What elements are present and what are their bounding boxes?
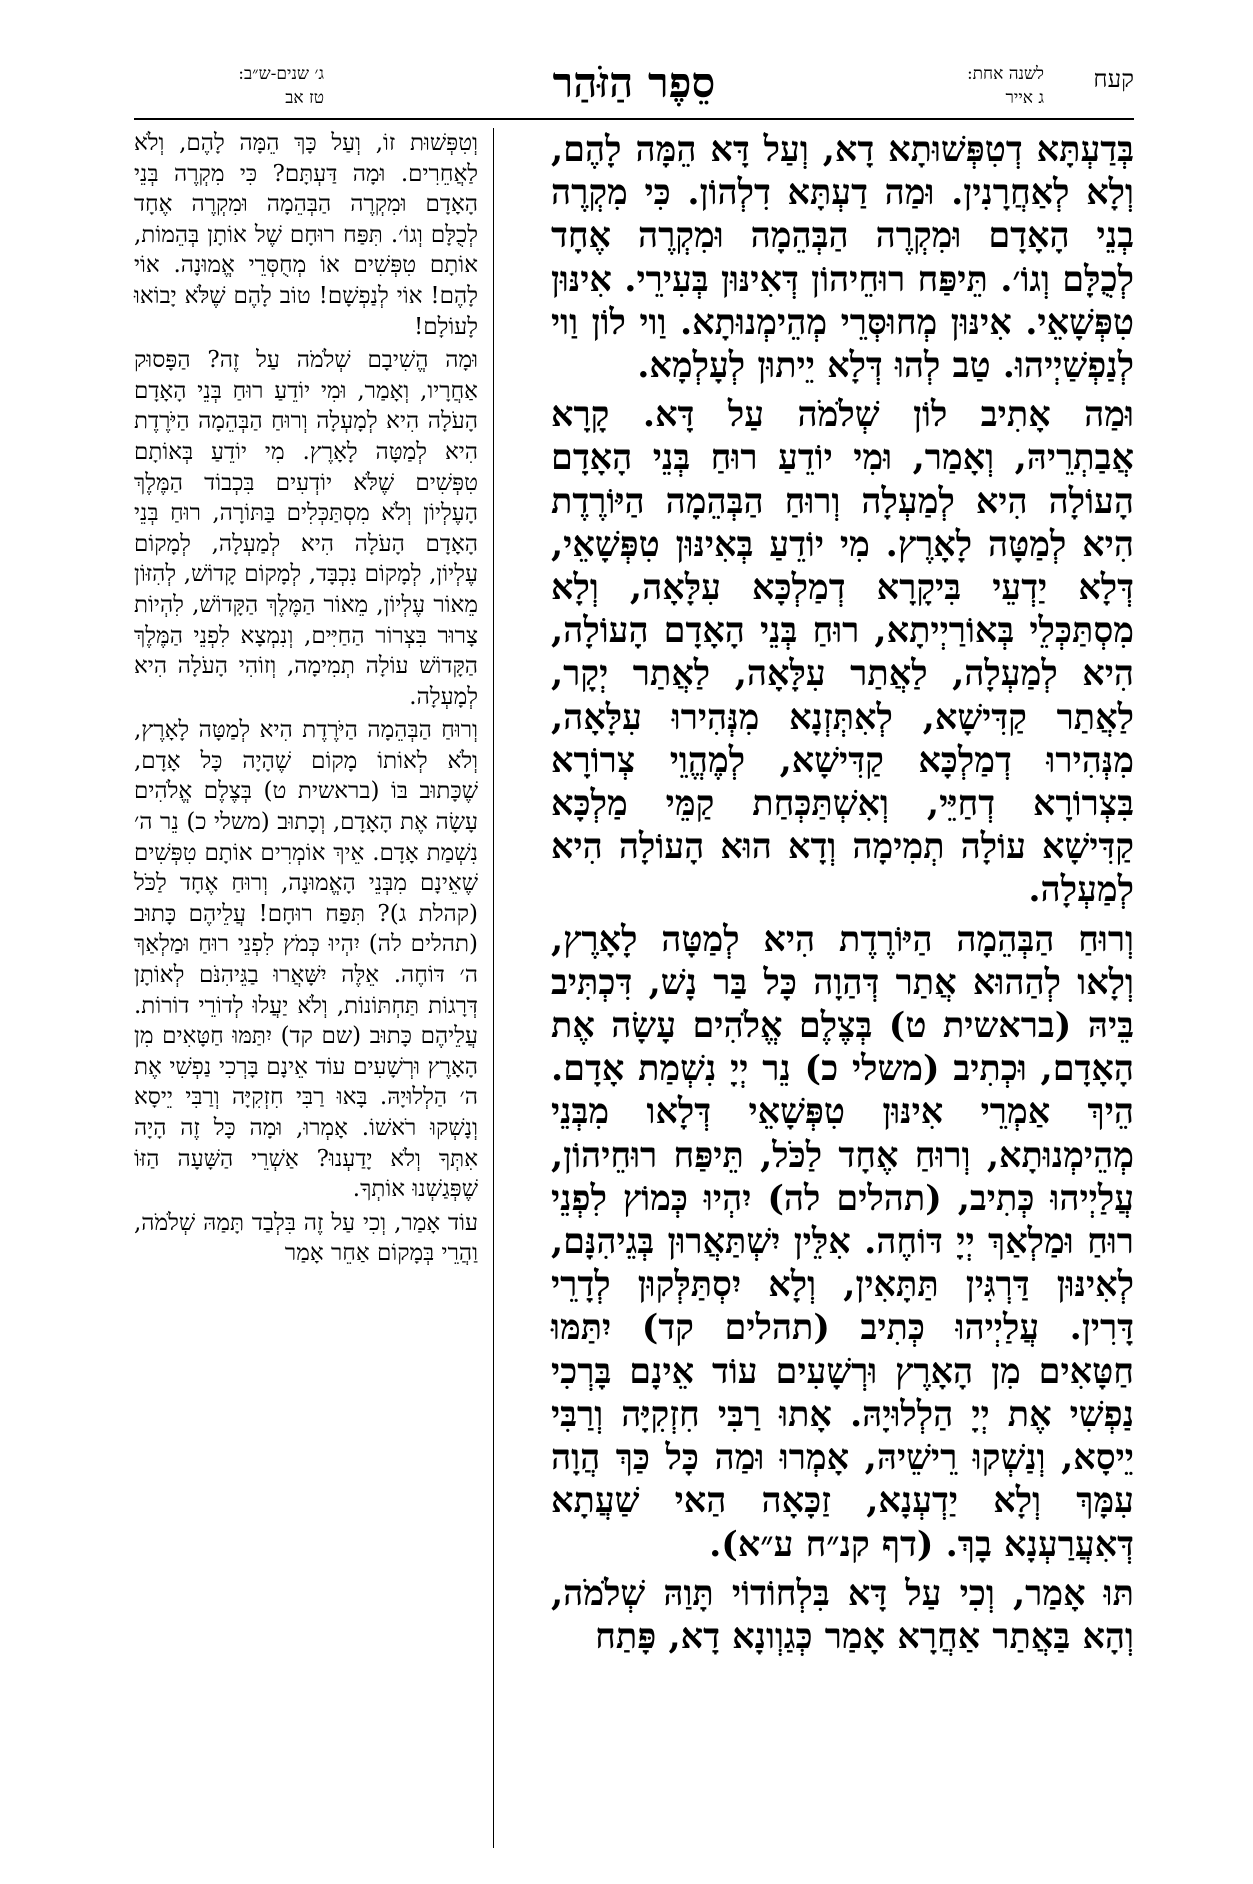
schedule-one-year [967,62,1044,110]
aramaic-paragraph: בְּדַעְתָּא דְטִפְּשׁוּתָא דָא, וְעַל דָּא הֵמָּה לָהֶם, וְלָא לְאַחֲרָנִין. וּמַה דַעְתָּא דִלְהוֹן. כִּי מִקְרֶה בְנֵי הָאָדָם וּמִקְרֶה הַבְּהֵמָה וּמִקְרֶה אֶחָד לְכֻלָּם וְגוֹ׳. תֵּיפַּח רוּחֵיהוֹן דְּאִינּוּן בְּעִירֵי. אִינּוּן טִפְּשָׁאֵי. אִינּוּן מְחוּסְּרֵי מְהֵימְנוּתָא. וַוי לוֹן וַוי לְנַפְשַׁיְיהוּ. טַב לְהוּ דְּלָא יֵיתוּן לְעָלְמָא. [551,129,1134,387]
aramaic-paragraph: תּוּ אָמַר, וְכִי עַל דָּא בִּלְחוֹדוֹי תָּוַהּ שְׁלֹמֹה, וְהָא בַּאֲתַר אַחֲרָא אָמַר כְּגַוְונָא דָא, פָּתַח [551,1572,1134,1657]
schedule-one-year-date: ג אייר [1005,88,1044,108]
hebrew-paragraph: וּמָה הֱשִׁיבָם שְׁלֹמֹה עַל זֶה? הַפָּסוּק אַחֲרָיו, וְאָמַר, וּמִי יוֹדֵעַ רוּחַ בְּנֵי הָאָדָם הָעֹלָה הִיא לְמָעְלָה וְרוּחַ הַבְּהֵמָה הַיֹּרֶדֶת הִיא לְמַטָּה לָאָרֶץ. מִי יוֹדֵעַ בְּאוֹתָם טִפְּשִׁים שֶׁלֹּא יוֹדְעִים בִּכְבוֹד הַמֶּלֶךְ הָעֶלְיוֹן וְלֹא מִסְתַּכְּלִים בַּתּוֹרָה, רוּחַ בְּנֵי הָאָדָם הָעֹלָה הִיא לְמַעְלָה, לְמָקוֹם עֶלְיוֹן, לְמָקוֹם נִכְבָּד, לְמָקוֹם קָדוֹשׁ, לְהִזּוֹן מֵאוֹר עֶלְיוֹן, מֵאוֹר הַמֶּלֶךְ הַקָּדוֹשׁ, לִהְיוֹת צָרוּר בִּצְרוֹר הַחַיִּים, וְנִמְצָא לִפְנֵי הַמֶּלֶךְ הַקָּדוֹשׁ עוֹלָה תְמִימָה, וְזוֹהִי הָעֹלָה הִיא לְמָעְלָה. [134,347,478,710]
hebrew-paragraph: וְטִפְּשׁוּת זוֹ, וְעַל כָּךְ הֵמָּה לָהֶם, וְלֹא לַאֲחֵרִים. וּמָה דַּעְתָּם? כִּי מִקְרֶה בְּנֵי הָאָדָם וּמִקְרֶה הַבְּהֵמָה וּמִקְרֶה אֶחָד לְכֻלָּם וְגוֹ׳. תִּפַּח רוּחָם שֶׁל אוֹתָן בְּהֵמוֹת, אוֹתָם טִפְּשִׁים אוֹ מְחֻסְּרֵי אֱמוּנָה. אוֹי לָהֶם! אוֹי לְנַפְשָׁם! טוֹב לָהֶם שֶׁלֹּא יָבוֹאוּ לָעוֹלָם! [134,130,478,340]
schedule-three-years-label: ג׳ שנים-ש״ב: [238,64,324,84]
book-title: סֵפֶר הַזֹּהַר [552,58,716,107]
aramaic-paragraph: וּמַה אָתִיב לוֹן שְׁלֹמֹה עַל דָּא. קָרָא אֲבַתְרֵיהּ, וְאָמַר, וּמִי יוֹדֵעַ רוּחַ בְּנֵי הָאָדָם הָעוֹלָה הִיא לְמַעְלָה וְרוּחַ הַבְּהֵמָה הַיּוֹרֶדֶת הִיא לְמַטָּה לָאָרֶץ. מִי יוֹדֵעַ בְּאִינּוּן טִפְּשָׁאֵי, דְּלָא יַדְעֵי בִּיקָרָא דְמַלְכָּא עִלָּאָה, וְלָא מִסְתַּכְּלֵי בְּאוֹרַיְיתָא, רוּחַ בְּנֵי הָאָדָם הָעוֹלָה, הִיא לְמַעְלָה, לַאֲתַר עִלָּאָה, לַאֲתַר יְקָר, לַאֲתַר קַדִּישָׁא, לְאִתְּזְנָא מִנְּהִירוּ עִלָּאָה, מִנְּהִירוּ דְמַלְכָּא קַדִּישָׁא, לְמֶהֱוֵי צְרוֹרָא בִּצְרוֹרָא דְחַיֵּי, וְאִשְׁתַּכְּחַת קַמֵּי מַלְכָּא קַדִּישָׁא עוֹלָה תְמִימָה וְדָא הוּא הָעוֹלָה הִיא לְמַעְלָה. [551,394,1134,911]
hebrew-paragraph: עוֹד אָמַר, וְכִי עַל זֶה בִּלְבַד תָּמַהּ שְׁלֹמֹה, וַהֲרֵי בְּמָקוֹם אַחֵר אָמַר [134,1209,478,1267]
aramaic-paragraph: וְרוּחַ הַבְּהֵמָה הַיּוֹרֶדֶת הִיא לְמַטָּה לָאָרֶץ, וְלָאו לְהַהוּא אֲתַר דְּהַוָה כָּל בַּר נָשׁ, דִּכְתִּיב בֵּיהּ (בראשית ט) בְּצֶלֶם אֱלֹהִים עָשָׂה אֶת הָאָדָם, וּכְתִיב (משלי כ) נֵר יְיָ נִשְׁמַת אָדָם. הֵיךְ אַמְרֵי אִינּוּן טִפְּשָׁאֵי דְּלָאו מִבְּנֵי מְהֵימְנוּתָא, וְרוּחַ אֶחָד לַכֹּל, תֵּיפַּח רוּחֵיהוֹן, עֲלַיְיהוּ כְּתִיב, (תהלים לה) יִהְיוּ כְּמוֹץ לִפְנֵי רוּחַ וּמַלְאַךְ יְיָ דּוֹחֶה. אִלֵּין יִשְׁתַּאֲרוּן בְּגֵיהִנָּם, לְאִינּוּן דַּרְגִּין תַּתָּאִין, וְלָא יִסְתַּלְּקוּן לְדָרֵי דָּרִין. עֲלַיְיהוּ כְּתִיב (תהלים קד) יִתַּמּוּ חַטָּאִים מִן הָאָרֶץ וּרְשָׁעִים עוֹד אֵינָם בָּרְכִי נַפְשִׁי אֶת יְיָ הַלְלוּיָהּ. אָתוּ רַבִּי חִזְקִיָּה וְרַבִּי יֵיסָא, וְנַשְׁקוּ רֵישֵׁיהּ, אָמְרוּ וּמַה כָּל כַּךְ הֲוָה עִמָּךְ וְלָא יַדְעְנָא, זַכָּאָה הַאי שַׁעֲתָא דְּאִעֲרַעְנָא בָךְ. (דף קנ״ח ע״א). [551,918,1134,1565]
header-rule [134,118,1134,120]
page-header [134,58,1134,120]
schedule-one-year-label: לשנה אחת: [966,64,1044,84]
schedule-three-years-date: טז אב [285,88,324,108]
hebrew-translation-column [134,128,478,1269]
hebrew-paragraph: וְרוּחַ הַבְּהֵמָה הַיֹּרֶדֶת הִיא לְמַטָּה לָאָרֶץ, וְלֹא לְאוֹתוֹ מָקוֹם שֶׁהָיָה כָּל אָדָם, שֶׁכָּתוּב בּוֹ (בראשית ט) בְּצֶלֶם אֱלֹהִים עָשָׂה אֶת הָאָדָם, וְכָתוּב (משלי כ) נֵר ה׳ נִשְׁמַת אָדָם. אֵיךְ אוֹמְרִים אוֹתָם טִפְּשִׁים שֶׁאֵינָם מִבְּנֵי הָאֱמוּנָה, וְרוּחַ אֶחָד לַכֹּל (קהלת ג)? תִּפַּח רוּחָם! עֲלֵיהֶם כָּתוּב (תהלים לה) יִהְיוּ כְּמֹץ לִפְנֵי רוּחַ וּמַלְאַךְ ה׳ דּוֹחֶה. אֵלֶּה יִשָּׁאֲרוּ בַגֵּיהִנֹּם לְאוֹתָן דְּרָגוֹת תַּחְתּוֹנוֹת, וְלֹא יַעֲלוּ לְדוֹרֵי דוֹרוֹת. עֲלֵיהֶם כָּתוּב (שם קד) יִתַּמּוּ חַטָּאִים מִן הָאָרֶץ וּרְשָׁעִים עוֹד אֵינָם בָּרְכִי נַפְשִׁי אֶת ה׳ הַלְלוּיָהּ. בָּאוּ רַבִּי חִזְקִיָּה וְרַבִּי יֵיסָא וְנָשְׁקוּ רֹאשׁוֹ. אָמְרוּ, וּמָה כָּל זֶה הָיָה אִתְּךָ וְלֹא יָדַעְנוּ? אַשְׁרֵי הַשָּׁעָה הַזּוֹ שֶׁפְּגַשְׁנוּ אוֹתְךָ. [134,717,478,1203]
aramaic-column [551,128,1134,1658]
page-number: קעח [1093,65,1134,93]
column-divider [493,128,494,1848]
